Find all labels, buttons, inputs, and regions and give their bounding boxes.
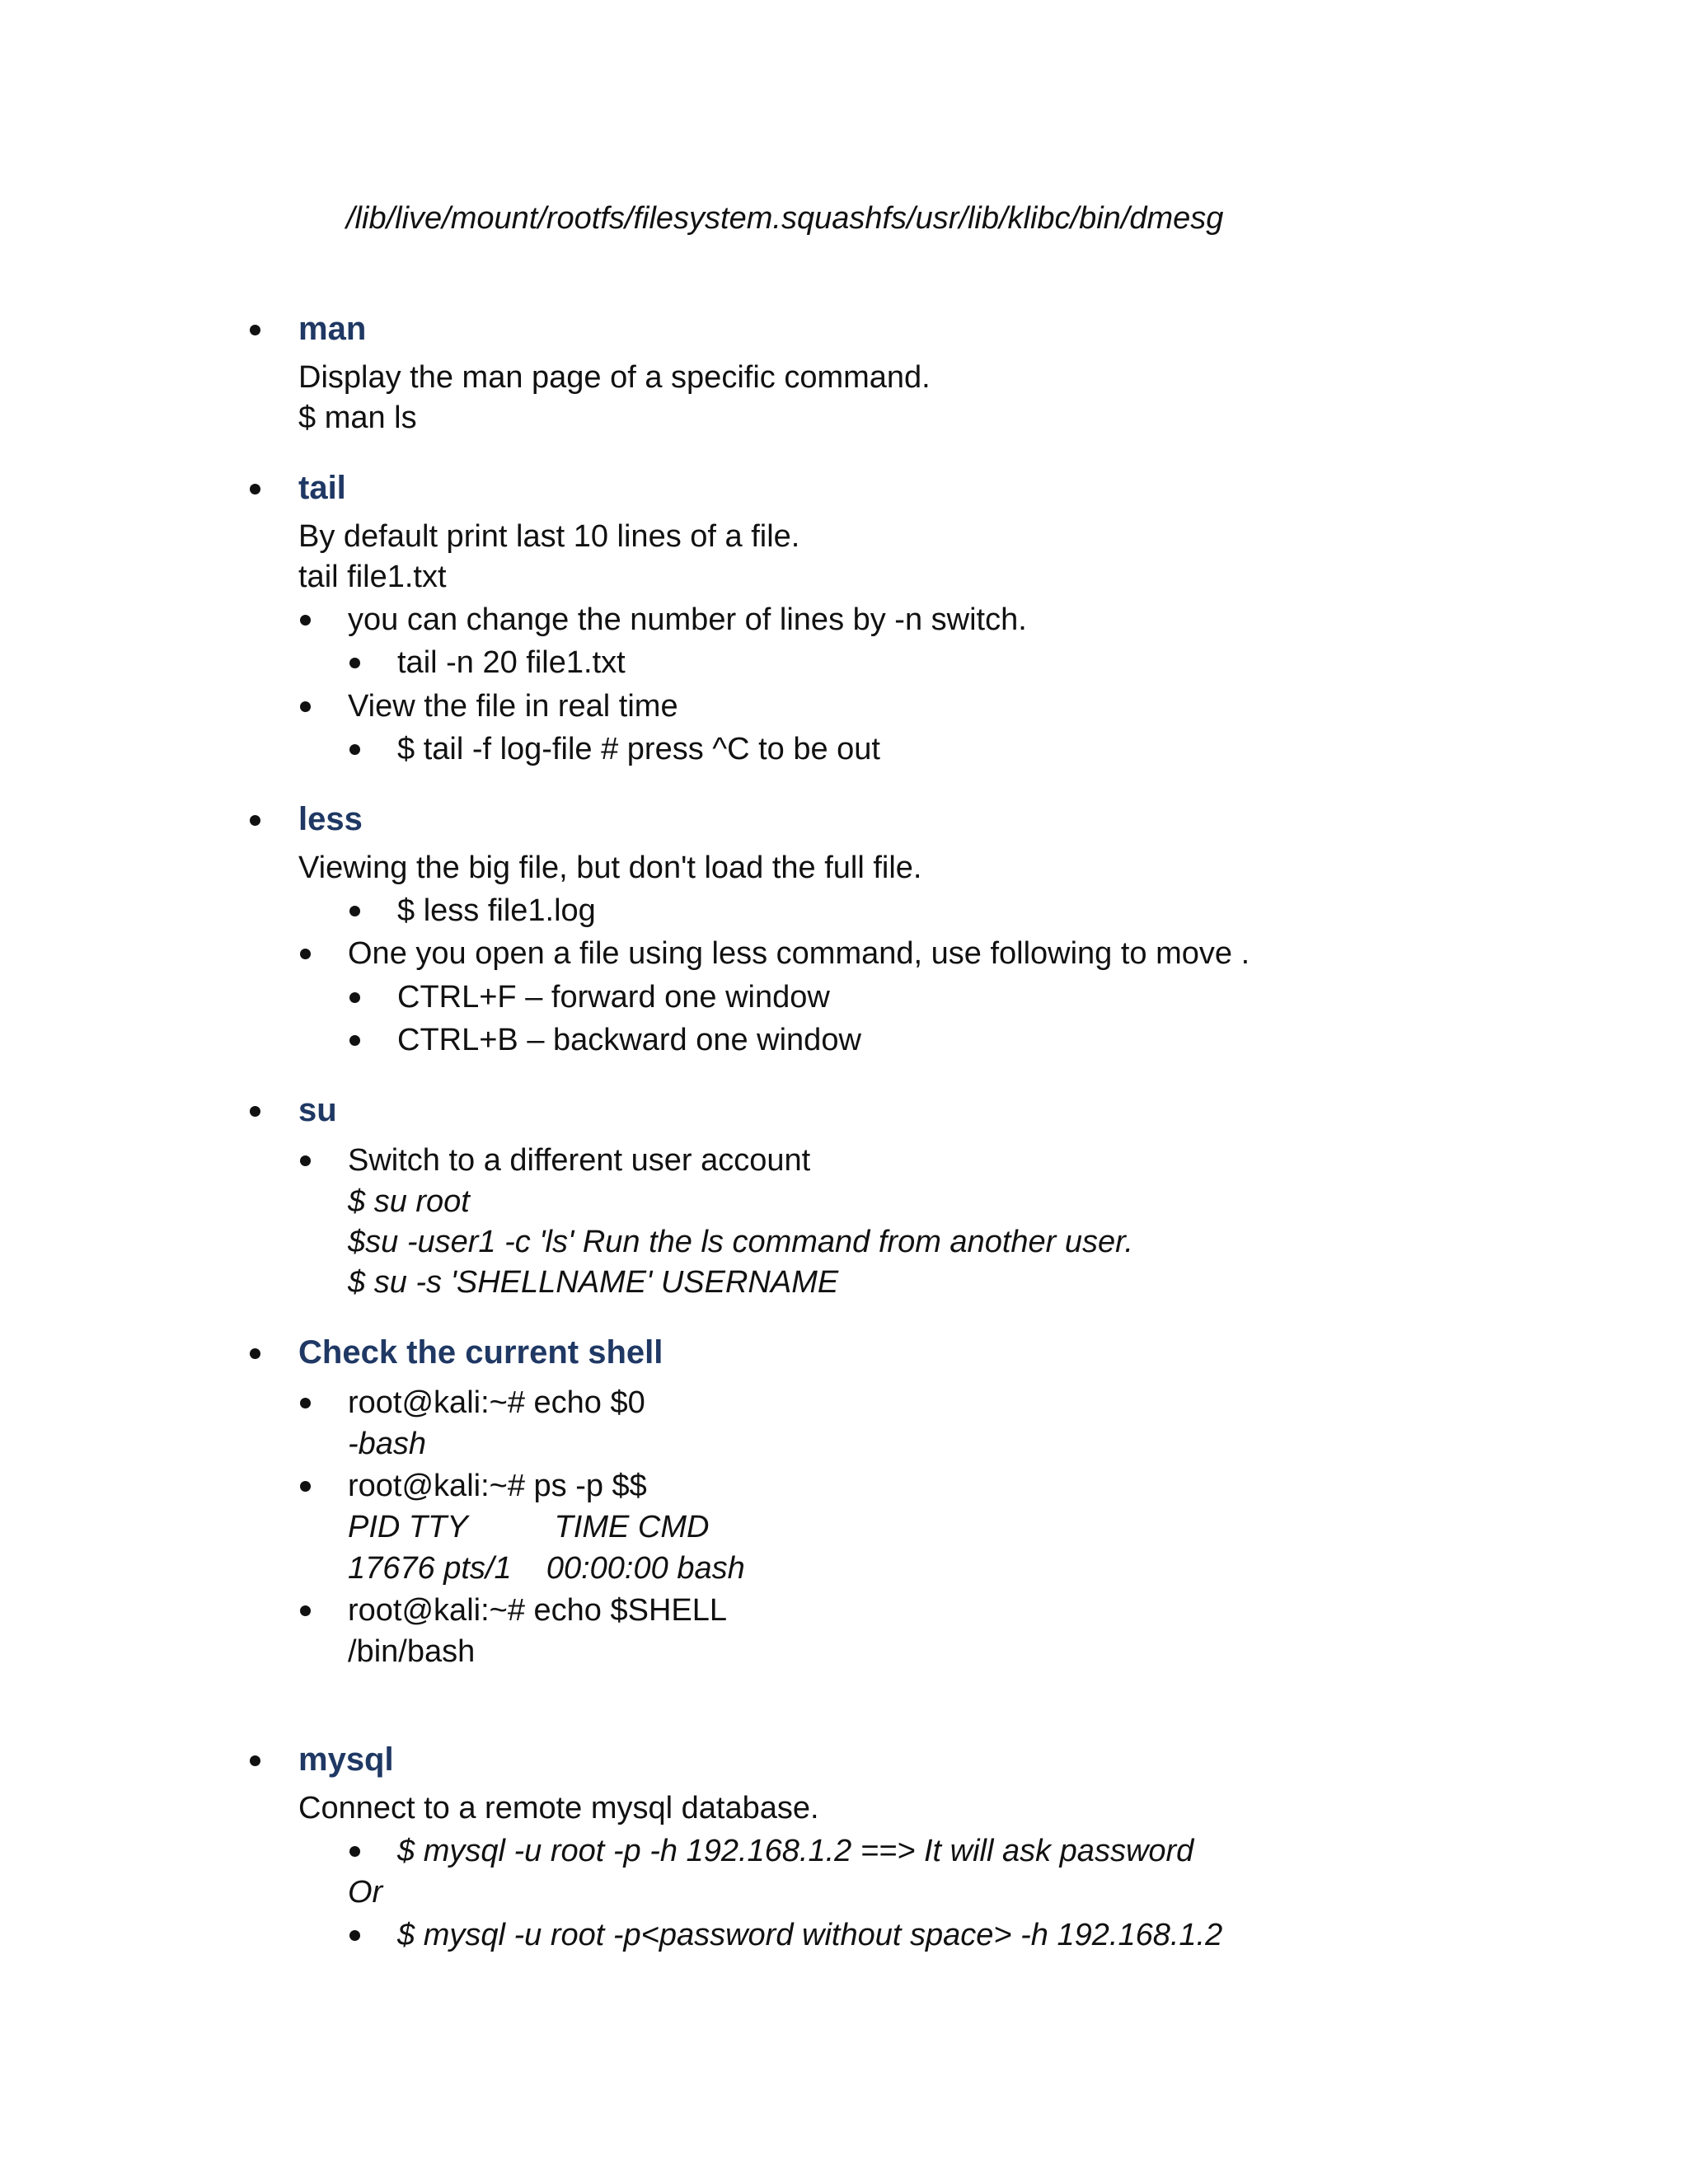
bullet — [349, 658, 360, 668]
bullet — [250, 1348, 260, 1359]
bullet — [250, 815, 260, 826]
heading-man: man — [298, 311, 367, 347]
tail-bullet-1-sub: tail -n 20 file1.txt — [397, 645, 626, 680]
less-bullet-1: One you open a file using less command, use following to move . — [348, 936, 1250, 971]
bullet — [300, 949, 311, 959]
mysql-or: Or — [348, 1875, 383, 1910]
less-desc: Viewing the big file, but don't load the full file. — [298, 851, 922, 885]
less-sub-3: CTRL+B – backward one window — [397, 1023, 861, 1057]
path-line: /lib/live/mount/rootfs/filesystem.squashfs/usr/lib/klibc/bin/dmesg — [346, 201, 1224, 236]
man-example: $ man ls — [298, 401, 417, 435]
heading-su: su — [298, 1092, 337, 1128]
shell-bullet-2: root@kali:~# ps -p $$ — [348, 1469, 647, 1503]
bullet — [250, 325, 260, 335]
bullet — [349, 906, 360, 916]
shell-bullet-2-output-2: 17676 pts/1 00:00:00 bash — [348, 1551, 745, 1586]
less-sub-1: $ less file1.log — [397, 893, 596, 928]
shell-bullet-1: root@kali:~# echo $0 — [348, 1385, 645, 1420]
heading-mysql: mysql — [298, 1741, 394, 1778]
tail-bullet-2-sub: $ tail -f log-file # press ^C to be out — [397, 732, 880, 766]
bullet — [300, 615, 311, 626]
bullet — [250, 1106, 260, 1117]
mysql-sub-1: $ mysql -u root -p -h 192.168.1.2 ==> It will ask password — [397, 1834, 1194, 1868]
bullet — [349, 1930, 360, 1941]
su-line-1: $ su root — [348, 1184, 470, 1219]
bullet — [300, 701, 311, 712]
bullet — [250, 1755, 260, 1766]
man-desc: Display the man page of a specific command. — [298, 360, 931, 395]
tail-desc: By default print last 10 lines of a file. — [298, 519, 800, 554]
shell-bullet-3: root@kali:~# echo $SHELL — [348, 1593, 728, 1628]
tail-bullet-1: you can change the number of lines by -n switch. — [348, 602, 1027, 637]
heading-check-shell: Check the current shell — [298, 1334, 663, 1371]
bullet — [300, 1398, 311, 1408]
less-sub-2: CTRL+F – forward one window — [397, 980, 830, 1015]
su-line-3: $ su -s 'SHELLNAME' USERNAME — [348, 1265, 839, 1300]
shell-bullet-3-output: /bin/bash — [348, 1634, 476, 1669]
bullet — [300, 1605, 311, 1616]
su-bullet-1: Switch to a different user account — [348, 1143, 811, 1178]
heading-less: less — [298, 801, 363, 837]
tail-example: tail file1.txt — [298, 560, 447, 594]
mysql-desc: Connect to a remote mysql database. — [298, 1791, 819, 1825]
heading-tail: tail — [298, 470, 346, 506]
bullet — [349, 992, 360, 1003]
bullet — [349, 1846, 360, 1857]
bullet — [300, 1481, 311, 1492]
su-line-2: $su -user1 -c 'ls' Run the ls command from another user. — [348, 1225, 1133, 1259]
shell-bullet-2-output-1: PID TTY TIME CMD — [348, 1510, 710, 1544]
tail-bullet-2: View the file in real time — [348, 689, 678, 724]
bullet — [250, 484, 260, 494]
bullet — [349, 1035, 360, 1046]
bullet — [349, 744, 360, 755]
bullet — [300, 1155, 311, 1166]
mysql-sub-2: $ mysql -u root -p<password without space> -h 192.168.1.2 — [397, 1918, 1223, 1952]
shell-bullet-1-output: -bash — [348, 1427, 427, 1461]
